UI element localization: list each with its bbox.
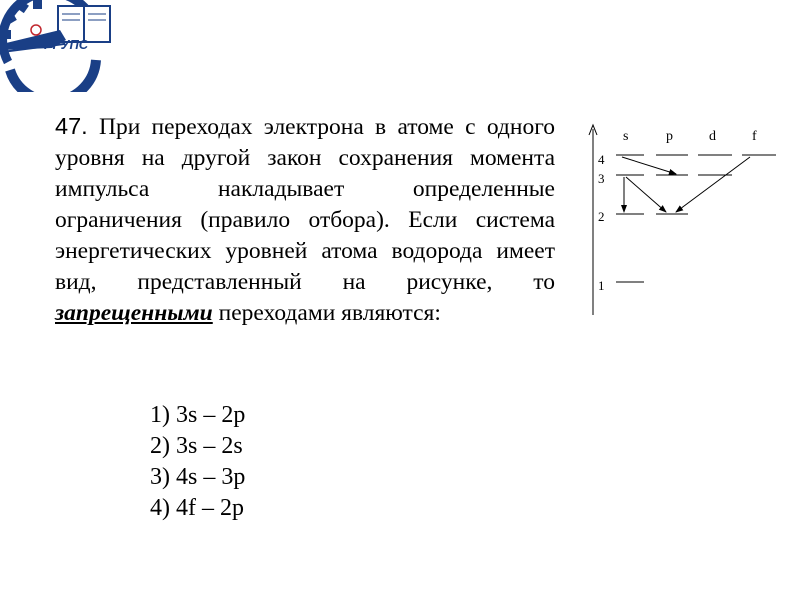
logo-text: РГУПС <box>44 37 89 52</box>
answer-option[interactable]: 4) 4f – 2p <box>150 495 244 521</box>
transition-4s-3p <box>622 157 676 174</box>
question-text <box>55 111 555 329</box>
level-label-4: 4 <box>598 152 605 167</box>
question-emphasis: запрещенными <box>55 300 213 326</box>
question-ending: переходами являются: <box>218 300 441 326</box>
logo-ring-text: РОСТОВ-НА-ДОНУ <box>27 67 82 82</box>
answer-option[interactable]: 1) 3s – 2p <box>150 402 246 428</box>
transition-3s-2p <box>626 177 666 212</box>
transition-4f-2p <box>676 157 750 212</box>
answer-list <box>150 400 245 524</box>
question-body: При переходах электрона в атоме с одного уровня на другой закон сохранения момента импульса накладывает определенные ограничения (правило отбора). Если система энергетических уровней атома водорода имеет вид, представленный на рисунке, то <box>55 114 555 295</box>
level-label-2: 2 <box>598 209 605 224</box>
answer-option[interactable]: 3) 4s – 3p <box>150 464 246 490</box>
level-label-3: 3 <box>598 171 605 186</box>
question-number: 47. <box>55 113 88 139</box>
column-label-d: d <box>709 129 716 144</box>
rgups-logo <box>0 0 115 92</box>
level-label-1: 1 <box>598 278 605 293</box>
column-label-p: p <box>666 129 673 144</box>
answer-option[interactable]: 2) 3s – 2s <box>150 433 243 459</box>
column-label-f: f <box>752 129 757 144</box>
column-label-s: s <box>623 129 629 144</box>
energy-level-diagram <box>580 115 780 320</box>
